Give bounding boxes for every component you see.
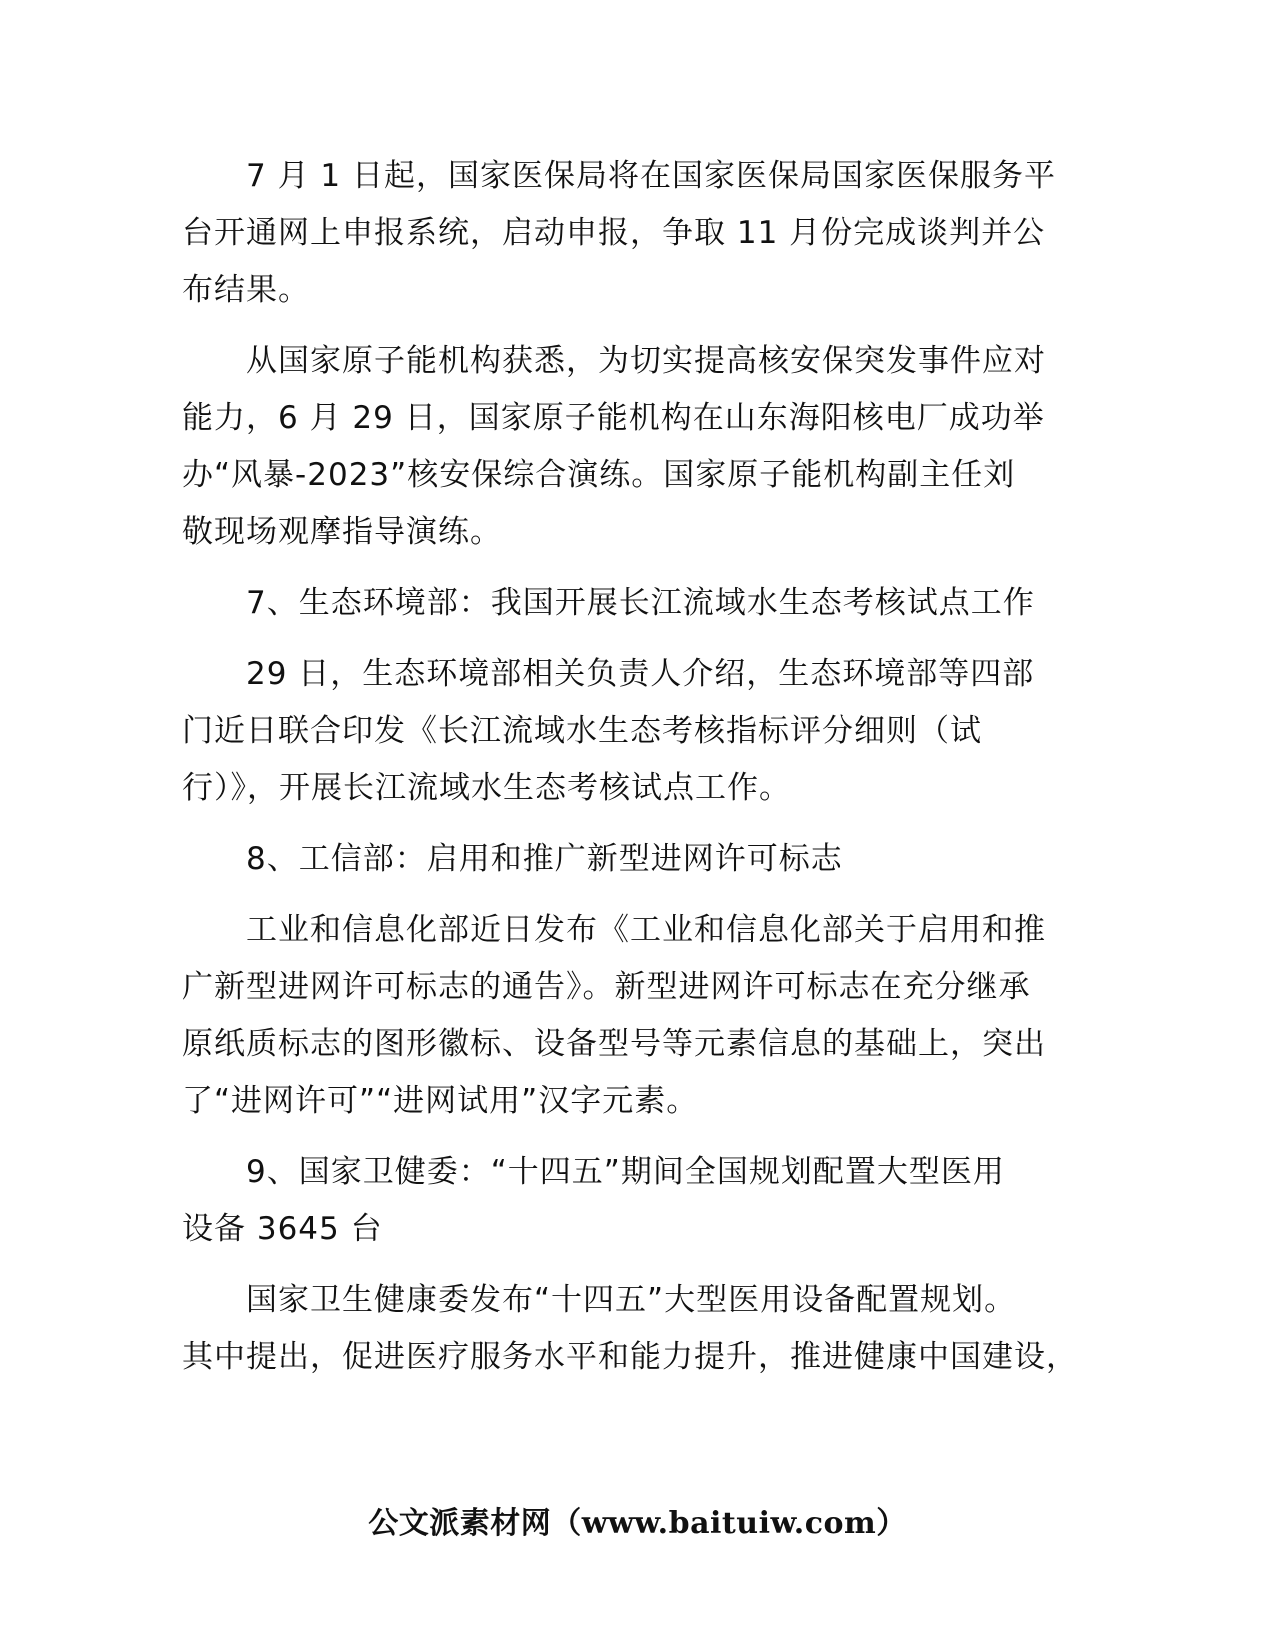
text-line: 办“风暴-2023”核安保综合演练。国家原子能机构副主任刘 — [182, 457, 1016, 493]
paragraph-medical-insurance — [182, 148, 1082, 319]
text-line: 工业和信息化部近日发布《工业和信息化部关于启用和推 — [246, 912, 1046, 948]
text-line: 国家卫生健康委发布“十四五”大型医用设备配置规划。 — [246, 1282, 1017, 1318]
text-line: 其中提出，促进医疗服务水平和能力提升，推进健康中国建设， — [182, 1339, 1078, 1375]
document-body — [182, 148, 1082, 1400]
heading-item-8 — [182, 831, 1082, 888]
text-line: 广新型进网许可标志的通告》。新型进网许可标志在充分继承 — [182, 969, 1031, 1005]
paragraph-ecology — [182, 646, 1082, 817]
text-line: 行）》，开展长江流域水生态考核试点工作。 — [182, 770, 791, 806]
text-line: 29 日，生态环境部相关负责人介绍，生态环境部等四部 — [246, 656, 1035, 692]
text-line: 台开通网上申报系统，启动申报，争取 11 月份完成谈判并公 — [182, 215, 1046, 251]
text-line: 原纸质标志的图形徽标、设备型号等元素信息的基础上，突出 — [182, 1026, 1046, 1062]
text-line: 门近日联合印发《长江流域水生态考核指标评分细则（试 — [182, 713, 982, 749]
text-line: 设备 3645 台 — [182, 1211, 383, 1247]
text-line: 8、工信部：启用和推广新型进网许可标志 — [246, 841, 843, 877]
paragraph-nuclear-security — [182, 333, 1082, 561]
text-line: 敬现场观摩指导演练。 — [182, 514, 502, 550]
text-line: 从国家原子能机构获悉，为切实提高核安保突发事件应对 — [246, 343, 1046, 379]
paragraph-network-license — [182, 902, 1082, 1130]
text-line: 能力，6 月 29 日，国家原子能机构在山东海阳核电厂成功举 — [182, 400, 1045, 436]
text-line: 7、生态环境部：我国开展长江流域水生态考核试点工作 — [246, 585, 1035, 621]
text-line: 布结果。 — [182, 272, 310, 308]
heading-item-7 — [182, 575, 1082, 632]
heading-item-9 — [182, 1144, 1082, 1258]
footer-watermark: 公文派素材网（www.baituiw.com） — [368, 1506, 907, 1541]
text-line: 7 月 1 日起，国家医保局将在国家医保局国家医保服务平 — [246, 158, 1057, 194]
text-line: 9、国家卫健委：“十四五”期间全国规划配置大型医用 — [246, 1154, 1005, 1190]
paragraph-medical-equipment — [182, 1272, 1082, 1386]
text-line: 了“进网许可”“进网试用”汉字元素。 — [182, 1083, 699, 1119]
